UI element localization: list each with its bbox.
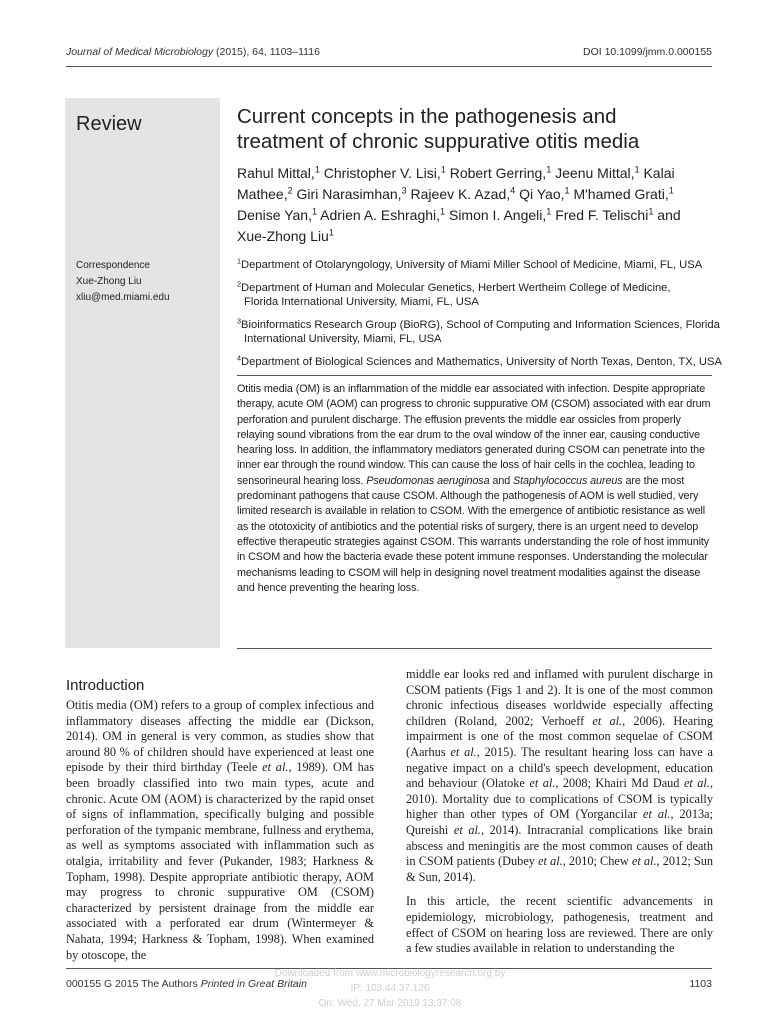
- section-heading-introduction: Introduction: [66, 677, 145, 694]
- affiliation-text: Department of Human and Molecular Genetics, Herbert Wertheim College of Medicine,: [241, 281, 671, 294]
- text-run: , 2010; Chew: [562, 854, 632, 869]
- body-paragraph: [406, 667, 713, 885]
- italic-text: et al.: [529, 776, 556, 791]
- doi: DOI 10.1099/jmm.0.000155: [583, 46, 712, 58]
- text-run: , 2008; Khairi Md Daud: [555, 776, 684, 791]
- author-name: Adrien A. Eshraghi,: [320, 207, 441, 223]
- abstract-bottom-rule: [237, 648, 712, 649]
- journal-name: Journal of Medical Microbiology: [66, 46, 214, 58]
- author-name: and Xue-Zhong Liu: [237, 207, 681, 244]
- author-name: Fred F. Telischi: [555, 207, 649, 223]
- affiliation-number: 4: [237, 352, 242, 362]
- abstract-top-rule: [237, 375, 712, 376]
- author-affiliation-mark: 1: [668, 185, 674, 196]
- affiliation-list: [237, 258, 747, 377]
- affiliation-text: Department of Biological Sciences and Mathematics, University of North Texas, Denton, TX, USA: [241, 355, 722, 368]
- author: [573, 186, 673, 202]
- text-run: , 2014). Intracranial complications like brain abscess and meningitis are the most common causes of death in CSOM patients (Dubey: [406, 822, 713, 869]
- author-affiliation-mark: 1: [440, 206, 446, 217]
- author-name: Simon I. Angeli,: [448, 207, 547, 223]
- author-affiliation-mark: 4: [510, 185, 516, 196]
- author-affiliation-mark: 1: [546, 164, 552, 175]
- italic-text: et al.: [631, 854, 657, 869]
- author-name: Denise Yan,: [237, 207, 312, 223]
- text-run: , 2013a; Qureishi: [406, 807, 713, 837]
- printed-in: Printed in Great Britain: [200, 978, 307, 990]
- author-name: Kalai Mathee,: [237, 165, 675, 202]
- author-name: Rahul Mittal,: [237, 165, 315, 181]
- author-name: Qi Yao,: [519, 186, 565, 202]
- author: [411, 186, 516, 202]
- text-run: , 1989). OM has been broadly classified into two main types, acute and chronic. Acute OM (AOM) is characterized by the rapid onset of signs of inflammation, specifically bulging and possible perforation of the tympanic membrane, fullness and erythema, as well as symptoms associated with inflammation such as otalgia, irritability and fever (Pukander, 1983; Harkness & Topham, 1998). Despite appropriate antibiotic therapy, AOM may progress to chronic suppurative OM (CSOM) characterized by persistent drainage from the middle ear associated with a perforated ear drum (Wintermeyer & Nahata, 1994; Harkness & Topham, 1998). When examined by otoscope, the: [66, 760, 374, 962]
- correspondence-block: [76, 258, 170, 306]
- section-label: Review: [76, 113, 142, 135]
- author-affiliation-mark: 1: [648, 206, 654, 217]
- author: [519, 186, 569, 202]
- italic-text: et al.: [683, 776, 710, 791]
- correspondence-email[interactable]: xliu@med.miami.edu: [76, 292, 170, 303]
- author: [449, 207, 551, 223]
- body-paragraph: [406, 894, 713, 956]
- author-affiliation-mark: 2: [287, 185, 293, 196]
- author: [450, 165, 552, 181]
- page-number: 1103: [689, 978, 712, 990]
- author-name: Christopher V. Lisi,: [323, 165, 441, 181]
- volume-pages: (2015), 64, 1103–1116: [213, 46, 320, 58]
- author-affiliation-mark: 1: [634, 164, 640, 175]
- italic-text: Staphylococcus aureus: [513, 474, 623, 487]
- article-title: [237, 104, 707, 154]
- author-affiliation-mark: 1: [440, 164, 446, 175]
- text-run: middle ear looks red and inflamed with purulent discharge in CSOM patients (Figs 1 and 2). It is one of the most common chronic infectious diseases worldwide especially affecting children (Roland, 2002; Verhoeff: [406, 667, 713, 728]
- text-run: In this article, the recent scientific advancements in epidemiology, microbiology, pathogenesis, treatment and effect of CSOM on hearing loss are reviewed. There are only a few studies available in relation to understanding the: [406, 894, 713, 956]
- affiliation-text: International University, Miami, FL, USA: [244, 333, 442, 345]
- affiliation: [237, 278, 747, 310]
- abstract: [237, 382, 713, 596]
- author-name: Robert Gerring,: [449, 165, 547, 181]
- affiliation-text: Department of Otolaryngology, University of Miami Miller School of Medicine, Miami, FL, USA: [241, 259, 703, 271]
- text-run: , 2010). Mortality due to complications of CSOM is typically higher than other types of OM (Yorgancilar: [406, 776, 714, 822]
- author-name: M'hamed Grati,: [573, 186, 669, 202]
- author: [297, 186, 407, 202]
- watermark-line: On: Wed, 27 Mar 2019 13:37:08: [318, 998, 462, 1009]
- author: [555, 165, 639, 181]
- download-watermark: [200, 966, 580, 1011]
- correspondence-name: Xue-Zhong Liu: [76, 276, 142, 287]
- title-line: Current concepts in the pathogenesis and: [237, 105, 617, 128]
- author-list: [237, 163, 707, 247]
- author-affiliation-mark: 1: [311, 206, 318, 217]
- author-affiliation-mark: 1: [328, 227, 334, 238]
- body-column-right: [406, 667, 713, 957]
- author: [237, 207, 317, 223]
- author: [320, 207, 445, 223]
- text-run: Otitis media (OM) is an inflammation of the middle ear associated with infection. Despite appropriate therapy, acute OM (AOM) can progress to chronic suppurative OM (CSOM) associated with ear drum perforation and purulent discharge. The effusion prevents the middle ear ossicles from properly relaying sound vibrations from the ear drum to the oval window of the inner ear, causing conductive hearing loss. In addition, the inflammatory mediators generated during CSOM can penetrate into the inner ear through the round window. This can cause the loss of hair cells in the cochlea, leading to sensorineural hearing loss.: [237, 383, 711, 487]
- header-divider: [66, 66, 712, 67]
- author: [555, 207, 653, 223]
- copyright-text: 2015 The Authors: [112, 978, 201, 990]
- text-run: , 2006). Hearing impairment is one of the most common sequelae of CSOM (Aarhus: [406, 713, 714, 759]
- affiliation: [237, 258, 747, 273]
- italic-text: et al.: [453, 822, 481, 837]
- affiliation: [237, 352, 747, 370]
- author: [237, 165, 320, 181]
- text-run: and: [489, 474, 514, 487]
- text-run: , 2012; Sun & Sun, 2014).: [406, 854, 714, 884]
- author-affiliation-mark: 1: [546, 206, 552, 217]
- affiliation: [237, 315, 747, 347]
- affiliation-number: 3: [237, 315, 242, 325]
- italic-text: et al.: [643, 807, 671, 822]
- copyright-symbol: G: [103, 978, 113, 990]
- affiliation-number: 2: [237, 278, 242, 288]
- affiliation-number: 1: [237, 256, 242, 266]
- author-name: Giri Narasimhan,: [296, 186, 402, 202]
- italic-text: et al.: [592, 713, 623, 728]
- affiliation-text: Bioinformatics Research Group (BioRG), School of Computing and Information Sciences, Florida: [241, 318, 720, 331]
- title-line: treatment of chronic suppurative otitis media: [237, 130, 640, 153]
- watermark-line: Downloaded from www.microbiologyresearch.org by: [274, 968, 506, 979]
- article-id: 000155: [66, 978, 102, 990]
- text-run: , 2015). The resultant hearing loss can have a negative impact on a child's speech development, education and behaviour (Olatoke: [406, 744, 714, 791]
- correspondence-label: Correspondence: [76, 260, 150, 271]
- text-run: Otitis media (OM) refers to a group of complex infectious and inflammatory diseases affecting the middle ear (Dickson, 2014). OM in general is very common, as studies show that around 80 % of children should have experienced at least one episode by their third birthday (Teele: [66, 698, 374, 775]
- author-name: Jeenu Mittal,: [555, 165, 635, 181]
- watermark-line: IP: 103.44.37.126: [350, 983, 430, 994]
- running-header-citation: [66, 46, 320, 58]
- italic-text: et al.: [262, 760, 289, 775]
- author-affiliation-mark: 1: [314, 164, 320, 175]
- author-affiliation-mark: 3: [401, 185, 407, 196]
- text-run: are the most predominant pathogens that cause CSOM. Although the pathogenesis of AOM is well studied, very limited research is available in relation to CSOM. With the emergence of antibiotic resistance as well as the ototoxicity of antibiotics and the potential risks of surgery, there is an urgent need to develop effective therapeutic strategies against CSOM. This warrants understanding the role of host immunity in CSOM and how the bacteria evade these potent immune responses. Understanding the molecular mechanisms leading to CSOM will help in designing novel treatment modalities against the disease and hence preventing the hearing loss.: [237, 474, 710, 594]
- side-panel: [65, 98, 220, 648]
- author-affiliation-mark: 1: [564, 185, 570, 196]
- italic-text: Pseudomonas aeruginosa: [366, 474, 490, 487]
- author-name: Rajeev K. Azad,: [410, 186, 511, 202]
- affiliation-text: Florida International University, Miami, FL, USA: [244, 296, 479, 308]
- body-column-left: [66, 698, 374, 963]
- italic-text: et al.: [538, 854, 563, 869]
- author: [324, 165, 446, 181]
- italic-text: et al.: [450, 744, 477, 759]
